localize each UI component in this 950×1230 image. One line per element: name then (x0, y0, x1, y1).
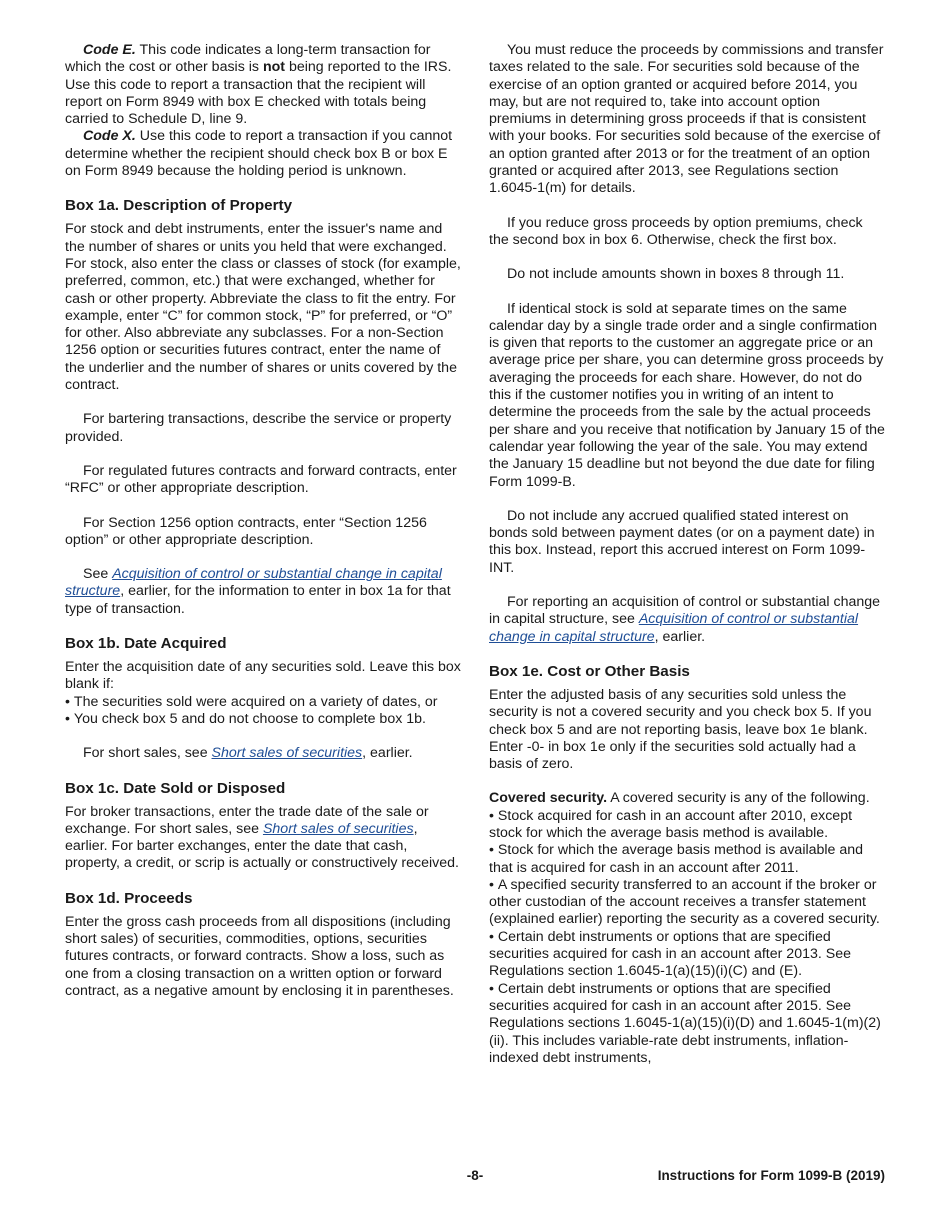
box1a-paragraph-3: For regulated futures contracts and forward contracts, enter “RFC” or other appropriate description. (65, 462, 457, 497)
box1b-bullet-1: • The securities sold were acquired on a variety of dates, or (65, 694, 461, 711)
covered-bullet: • Stock acquired for cash in an account after 2010, except stock for which the average basis method is available. (489, 808, 885, 843)
left-column (65, 42, 461, 1000)
code-x-paragraph (65, 128, 461, 180)
covered-bullet: • Certain debt instruments or options that are specified securities acquired for cash in an account after 2015. See Regulations sections 1.6045-1(a)(15)(i)(D) and 1.6045-1(m)(2)(ii). This includes variable-rate debt instruments, inflation-indexed debt instruments, (489, 981, 885, 1067)
right-column (489, 42, 885, 1067)
code-e-text-2: being reported to the IRS. Use this code to report a transaction that the recipient will report on Form 8949 with box E checked with totals being carried to Schedule D, line 9. (65, 59, 452, 128)
acquisition-of-control-link[interactable]: Acquisition of control or substantial change in capital structure (65, 566, 442, 600)
short-sales-link-2[interactable]: Short sales of securities (262, 820, 414, 837)
proceeds-paragraph-2: If you reduce gross proceeds by option premiums, check the second box in box 6. Otherwise, check the first box. (489, 214, 863, 248)
proceeds-paragraph-3: Do not include amounts shown in boxes 8 through 11. (507, 266, 845, 283)
box1b-bullet-2: • You check box 5 and do not choose to complete box 1b. (65, 711, 461, 728)
box1a-paragraph-2: For bartering transactions, describe the service or property provided. (65, 411, 452, 445)
code-x-label: Code X. (83, 128, 136, 145)
code-x-text: Use this code to report a transaction if you cannot determine whether the recipient should check box B or box E on Form 8949 because the holding period is unknown. (65, 128, 453, 180)
box1b-paragraph-1: Enter the acquisition date of any securities sold. Leave this box blank if: (65, 659, 461, 693)
box1a-heading: Box 1a. Description of Property (65, 197, 293, 215)
box1b-p2-pre: For short sales, see (83, 745, 212, 762)
box1a-paragraph-5 (65, 566, 461, 618)
box1a-p5-pre: See (83, 566, 113, 583)
proceeds-paragraph-1: You must reduce the proceeds by commissions and transfer taxes related to the sale. For securities sold because of the exercise of an option granted or acquired before 2014, you may, but are not required to, take into account option premiums in determining gross proceeds if that is consistent with your books. For securities sold because of the exercise of an option granted after 2013 or for the treatment of an option granted or acquired after 2013, see Regulations section 1.6045-1(m) for details. (489, 42, 884, 197)
proceeds-paragraph-6 (489, 594, 885, 646)
covered-security-label: Covered security. (489, 790, 608, 807)
code-e-label: Code E. (83, 42, 136, 58)
box1a-paragraph-4: For Section 1256 option contracts, enter “Section 1256 option” or other appropriate description. (65, 514, 427, 548)
page-number: -8- (466, 1168, 484, 1183)
box1c-heading: Box 1c. Date Sold or Disposed (65, 779, 286, 797)
box1c-paragraph-1 (65, 804, 461, 873)
covered-security-text: A covered security is any of the following. (607, 790, 870, 807)
box1d-heading: Box 1d. Proceeds (65, 889, 193, 907)
box1c-p1-post: , earlier. For barter exchanges, enter the date that cash, property, a credit, or scrip is actually or constructively received. (65, 820, 459, 872)
box1e-paragraph-1: Enter the adjusted basis of any securities sold unless the security is not a covered security and you check box 5. If you check box 5 and are not reporting basis, leave box 1e blank. Enter -0- in box 1e only if the securities sold actually had a basis of zero. (489, 686, 872, 773)
box1e-heading: Box 1e. Cost or Other Basis (489, 662, 690, 680)
form-reference: Instructions for Form 1099-B (2019) (657, 1168, 885, 1183)
box1d-paragraph-1: Enter the gross cash proceeds from all dispositions (including short sales) of securities, commodities, options, securities futures contracts, or forward contracts. Show a loss, such as one from a closing transaction on a written option or forward contract, as a negative amount by enclosing it in parentheses. (65, 913, 454, 999)
box1a-paragraph-1: For stock and debt instruments, enter the issuer's name and the number of shares or units you held that were exchanged. For stock, also enter the class or classes of stock (for example, preferred, common, etc.) that were exchanged, whether for cash or other property. Abbreviate the class to fit the entry. For example, enter “C” for common stock, “P” for preferred, or “O” for other. Also abbreviate any subclasses. For a non-Section 1256 option or securities futures contract, enter the name of the underlier and the number of shares or units covered by the contract. (65, 221, 461, 394)
proceeds-paragraph-4: If identical stock is sold at separate times on the same calendar day by a single trade order and a single confirmation is given that reports to the customer an aggregate price or an average price per share, you can determine gross proceeds by averaging the proceeds for each share. However, do not do this if the customer notifies you in writing of an intent to determine the proceeds from the sale by the actual proceeds per share and you receive that notification by January 15 of the calendar year following the year of the sale. You may extend the January 15 deadline but not beyond the due date for filing Form 1099-B. (489, 300, 885, 490)
box1b-p2-post: , earlier. (362, 745, 413, 762)
code-e-paragraph (65, 42, 461, 128)
proceeds-paragraph-5: Do not include any accrued qualified stated interest on bonds sold between payment dates (or on a payment date) in this box. Instead, report this accrued interest on Form 1099-INT. (489, 507, 875, 576)
covered-bullet: • A specified security transferred to an account if the broker or other custodian of the account receives a transfer statement (explained earlier) reporting the security as a covered security. (489, 877, 885, 929)
box1b-paragraph-2 (65, 745, 461, 762)
covered-bullet: • Certain debt instruments or options that are specified securities acquired for cash in an account after 2013. See Regulations section 1.6045-1(a)(15)(i)(C) and (E). (489, 929, 885, 981)
covered-bullet: • Stock for which the average basis method is available and that is acquired for cash in an account after 2011. (489, 842, 885, 877)
proceeds-p6-post: , earlier. (654, 628, 706, 645)
box1a-p5-post: , earlier, for the information to enter in box 1a for that type of transaction. (65, 583, 451, 617)
box1b-heading: Box 1b. Date Acquired (65, 635, 227, 653)
acquisition-of-control-link-2[interactable]: Acquisition of control or substantial change in capital structure (489, 611, 859, 645)
page-footer (65, 1168, 885, 1188)
code-e-text-1: This code indicates a long-term transaction for which the cost or other basis is (65, 42, 431, 76)
short-sales-link-1[interactable]: Short sales of securities (211, 745, 363, 762)
covered-security-paragraph (489, 790, 885, 807)
proceeds-p6-pre: For reporting an acquisition of control or substantial change in capital structure, see (489, 594, 881, 628)
code-e-not: not (262, 59, 285, 76)
box1c-p1-pre: For broker transactions, enter the trade date of the sale or exchange. For short sales, see (65, 803, 429, 837)
